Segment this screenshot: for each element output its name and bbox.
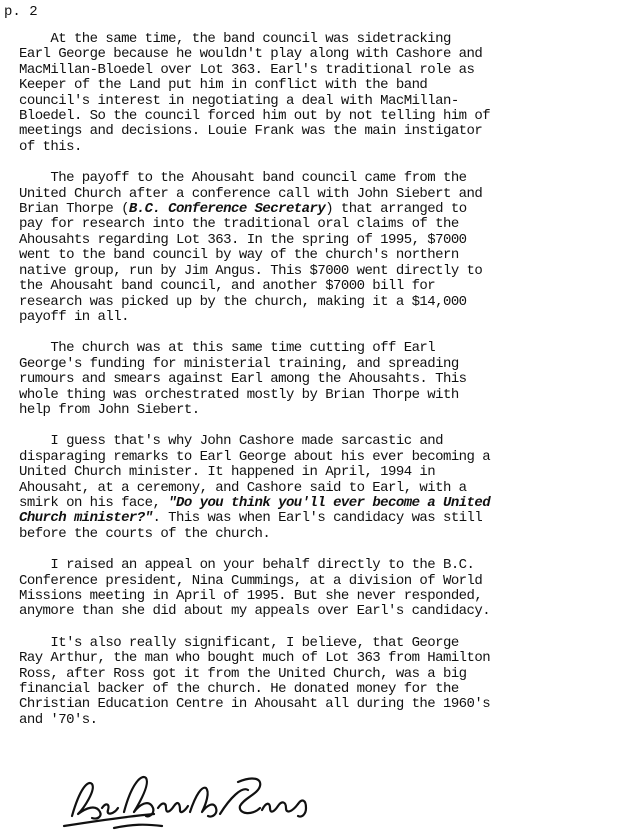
text-line: Ray Arthur, the man who bought much of Lot 363 from Hamilton: [19, 650, 491, 667]
text-line: I guess that's why John Cashore made sarcastic and: [19, 433, 443, 450]
paragraph: [19, 171, 615, 325]
text-line: of this.: [19, 138, 82, 155]
text-line: Brian Thorpe (B.C. Conference Secretary) that arranged to: [19, 201, 467, 218]
text-line: Earl George because he wouldn't play along with Cashore and: [19, 46, 483, 63]
text-line: MacMillan-Bloedel over Lot 363. Earl's traditional role as: [19, 61, 475, 78]
emphasized-text: "Do you think you'll ever become a United: [168, 494, 491, 511]
emphasized-text: B.C. Conference Secretary: [128, 201, 326, 218]
text-line: went to the band council by way of the church's northern: [19, 247, 459, 264]
text-line: payoff in all.: [19, 308, 129, 325]
text-line: At the same time, the band council was sidetracking: [19, 31, 451, 47]
text-line: the Ahousaht band council, and another $7000 bill for: [19, 278, 436, 295]
text-line: Ahousaht, at a ceremony, and Cashore said to Earl, with a: [19, 479, 467, 496]
text-line: Church minister?". This was when Earl's candidacy was still: [19, 510, 483, 527]
text-line: meetings and decisions. Louie Frank was the main instigator: [19, 123, 483, 140]
text-line: Christian Education Centre in Ahousaht all during the 1960's: [19, 696, 491, 713]
text-line: Ahousahts regarding Lot 363. In the spring of 1995, $7000: [19, 231, 467, 248]
text-line: help from John Siebert.: [19, 401, 200, 418]
text-line: research was picked up by the church, making it a $14,000: [19, 293, 467, 310]
text-line: rumours and smears against Earl among the Ahousahts. This: [19, 371, 467, 388]
text-line: Keeper of the Land put him in conflict with the band: [19, 77, 428, 94]
text-line: financial backer of the church. He donated money for the: [19, 681, 459, 698]
text-line: and '70's.: [19, 711, 98, 728]
text-line: anymore than she did about my appeals over Earl's candidacy.: [19, 603, 491, 620]
text-line: disparaging remarks to Earl George about his ever becoming a: [19, 448, 491, 465]
text-line: native group, run by Jim Angus. This $7000 went directly to: [19, 262, 483, 279]
text-line: I raised an appeal on your behalf directly to the B.C.: [19, 557, 475, 574]
text-line: George's funding for ministerial training, and spreading: [19, 355, 459, 372]
letter-body: [19, 32, 615, 744]
handwritten-signature: [62, 768, 312, 834]
emphasized-text: Church minister?": [19, 510, 153, 527]
paragraph: [19, 558, 615, 620]
paragraph: [19, 32, 615, 155]
paragraph: [19, 434, 615, 542]
text-line: pay for research into the traditional oral claims of the: [19, 216, 459, 233]
text-line: The church was at this same time cutting off Earl: [19, 340, 436, 357]
text-line: United Church after a conference call with John Siebert and: [19, 185, 483, 202]
text-line: smirk on his face, "Do you think you'll ever become a United: [19, 494, 491, 511]
text-line: council's interest in negotiating a deal with MacMillan-: [19, 92, 459, 109]
text-line: whole thing was orchestrated mostly by Brian Thorpe with: [19, 386, 459, 403]
text-line: Ross, after Ross got it from the United Church, was a big: [19, 665, 467, 682]
text-line: before the courts of the church.: [19, 525, 271, 542]
text-line: United Church minister. It happened in April, 1994 in: [19, 464, 436, 481]
text-line: Missions meeting in April of 1995. But she never responded,: [19, 588, 483, 604]
text-line: The payoff to the Ahousaht band council came from the: [19, 170, 467, 187]
page-number: p. 2: [4, 4, 38, 20]
text-line: It's also really significant, I believe, that George: [19, 634, 459, 651]
paragraph: [19, 341, 615, 418]
text-line: Conference president, Nina Cummings, at a division of World: [19, 572, 483, 589]
paragraph: [19, 636, 615, 728]
text-line: Bloedel. So the council forced him out by not telling him of: [19, 108, 491, 125]
